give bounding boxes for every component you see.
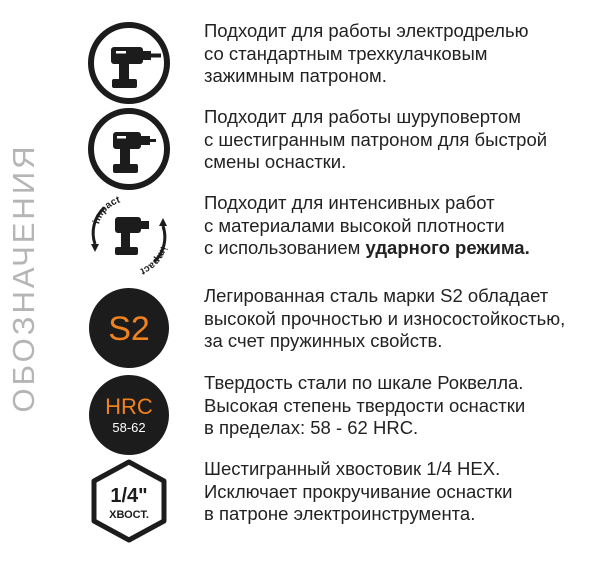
- hrc-badge-icon: [86, 372, 172, 458]
- legend-item-text: Подходит для интенсивных работ с материалами высокой плотности с использованием ударного режима.: [204, 192, 530, 258]
- impact-label-top: impact: [91, 194, 122, 226]
- legend-item-text: Шестигранный хвостовик 1/4 HEX. Исключает прокручивание оснастки в патроне электроинструмента.: [204, 458, 513, 524]
- svg-text:impact: [138, 245, 168, 276]
- legend-item-text: Легированная сталь марки S2 обладает высокой прочностью и износостойкостью, за счет пружинных свойств.: [204, 285, 566, 351]
- legend-item-screwdriver: [86, 106, 596, 192]
- screwdriver-icon: [86, 106, 172, 192]
- legend-title: ОБОЗНАЧЕНИЯ: [6, 143, 41, 413]
- s2-badge-text: S2: [108, 310, 150, 348]
- legend-item-text: Твердость стали по шкале Роквелла. Высокая степень твердости оснастки в пределах: 58 - 62 HRC.: [204, 372, 526, 438]
- legend-item-impact: [86, 192, 596, 278]
- impact-drill-icon: [86, 192, 172, 278]
- legend-item-text: Подходит для работы шуруповертом с шестигранным патроном для быстрой смены оснастки.: [204, 106, 548, 172]
- hrc-badge-range: 58-62: [112, 420, 146, 435]
- legend-item-hrc: [86, 372, 596, 458]
- legend-item-drill: [86, 20, 596, 106]
- hex-badge-text: 1/4": [110, 485, 148, 507]
- impact-label-bottom: impact: [138, 245, 169, 277]
- legend-item-hex-shank: [86, 458, 596, 544]
- legend-item-s2: [86, 285, 596, 371]
- hrc-badge-text: HRC: [105, 394, 153, 419]
- impact-mode-highlight: ударного режима.: [365, 237, 530, 258]
- hex-badge-sub: ХВОСТ.: [109, 509, 149, 521]
- s2-steel-badge-icon: [86, 285, 172, 371]
- legend-item-text: Подходит для работы электродрелью со стандартным трехкулачковым зажимным патроном.: [204, 20, 529, 86]
- drill-icon: [86, 20, 172, 106]
- hex-shank-icon: [86, 458, 172, 544]
